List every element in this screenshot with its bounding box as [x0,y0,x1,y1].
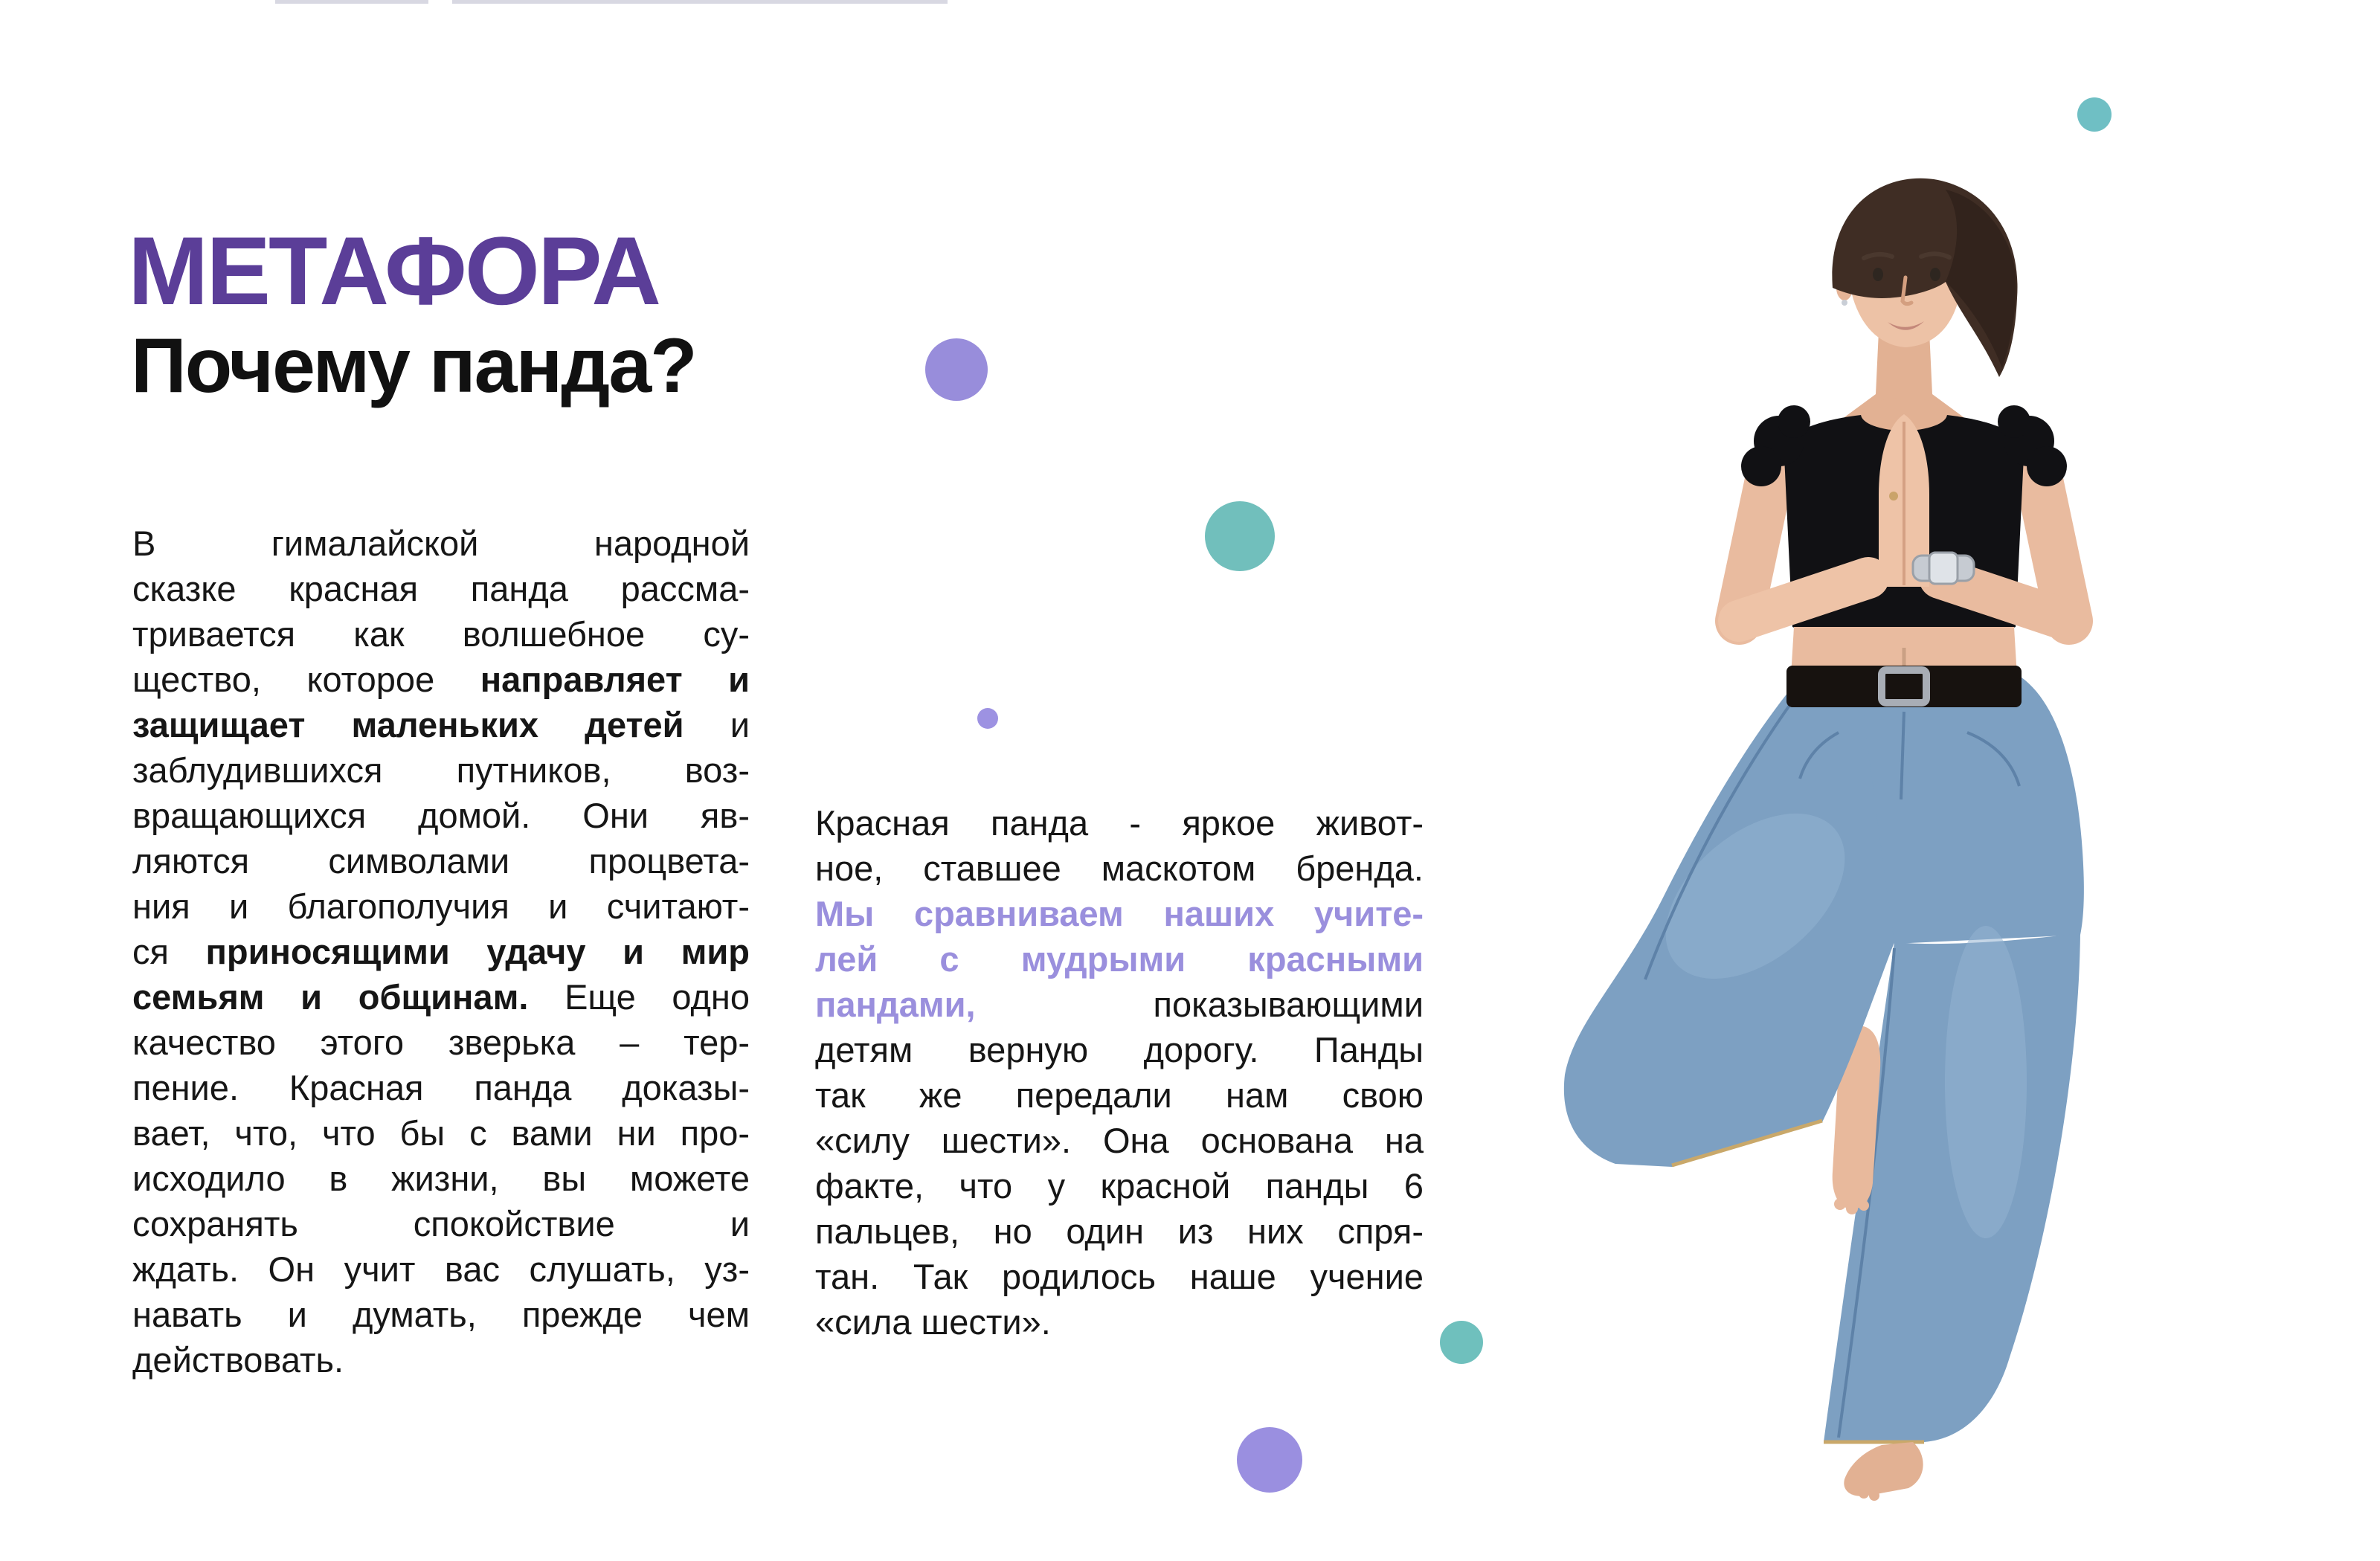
text-line: исходило в жизни, вы можете [132,1159,750,1198]
decor-circle-teal-top [2077,97,2112,132]
text-line: ния и благополучия и считают- [132,886,750,926]
text-line: тривается как волшебное су- [132,614,750,654]
text-line: Красная панда - яркое живот- [815,803,1424,843]
text-line: вращающихся домой. Они яв- [132,796,750,835]
eye-left [1873,268,1883,281]
watch [1913,553,1974,584]
text-line: детям верную дорогу. Панды [815,1030,1424,1069]
top-edge-bar [275,0,428,4]
decor-circle-purple-small [977,708,998,729]
text-line: В гималайской народной [132,524,750,563]
text-line: «сила шести». [815,1302,1051,1342]
page-title: МЕТАФОРА [128,216,660,325]
eye-right [1930,268,1940,281]
text-line: факте, что у красной панды 6 [815,1166,1424,1206]
text-line: защищает маленьких детей и [132,705,750,744]
text-line: действовать. [132,1340,344,1380]
text-line: ное, ставшее маскотом бренда. [815,849,1424,888]
decor-circle-purple [925,338,988,401]
left-text-column [132,521,750,1383]
top-edge-bar [452,0,948,4]
text-line: заблудившихся путников, воз- [132,750,750,790]
person-photo [1532,145,2261,1551]
text-line: тан. Так родилось наше учение [815,1257,1424,1296]
text-line: пение. Красная панда доказы- [132,1068,750,1107]
text-line: сказке красная панда рассма- [132,569,750,608]
earring [1842,300,1847,306]
text-line: ляются символами процвета- [132,841,750,881]
text-line: вает, что, что бы с вами ни про- [132,1113,750,1153]
text-line: пальцев, но один из них спря- [815,1211,1424,1251]
text-line: щество, которое направляет и [132,660,750,699]
text-line: лей с мудрыми красными [815,939,1424,979]
page-subtitle: Почему панда? [131,323,696,409]
text-line: навать и думать, прежде чем [132,1295,750,1334]
ring [1889,492,1898,501]
text-line: ся приносящими удачу и мир [132,932,750,971]
text-line: так же передали нам свою [815,1075,1424,1115]
person-illustration [1532,145,2261,1551]
text-line: Мы сравниваем наших учите- [815,894,1424,933]
decor-circle-teal-small [1440,1321,1483,1364]
text-line: пандами, показывающими [815,985,1424,1024]
text-line: семьям и общинам. Еще одно [132,977,750,1017]
text-line: сохранять спокойствие и [132,1204,750,1243]
middle-text-column [815,800,1424,1345]
text-line: качество этого зверька – тер- [132,1023,750,1062]
decor-circle-purple-bottom [1237,1427,1302,1493]
text-line: «силу шести». Она основана на [815,1121,1424,1160]
text-line: ждать. Он учит вас слушать, уз- [132,1249,750,1289]
decor-circle-teal [1205,501,1275,571]
